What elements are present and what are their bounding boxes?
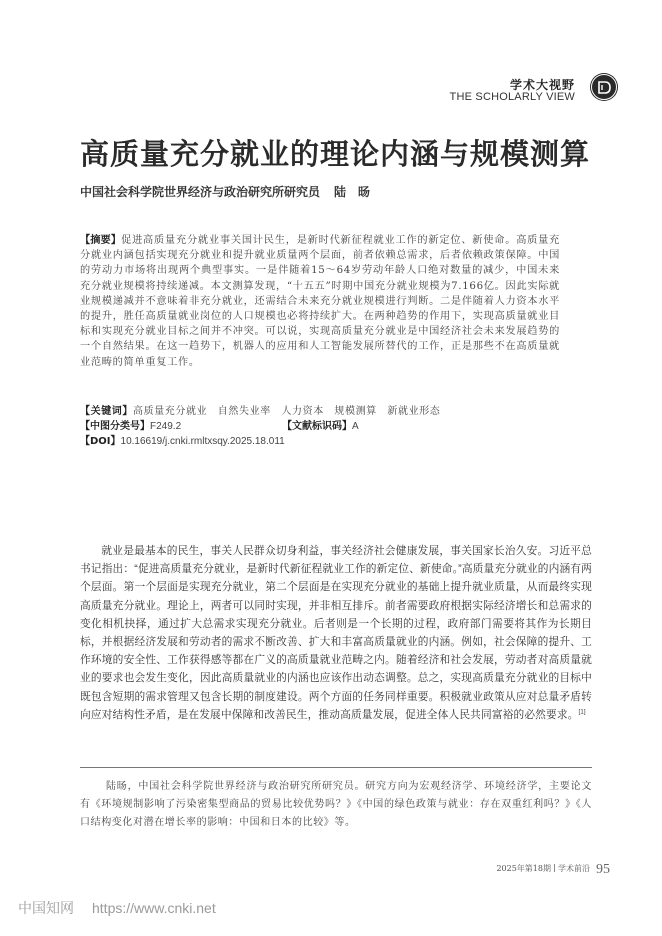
watermark-brand: 中国知网: [18, 900, 74, 916]
keywords-text: 高质量充分就业 自然失业率 人力资本 规模测算 新就业形态: [133, 406, 441, 417]
abstract-text: 促进高质量充分就业事关国计民生，是新时代新征程就业工作的新定位、新使命。高质量充分就业内涵包括实现充分就业和提升就业质量两个层面，前者依赖总需求，后者依赖政策保障。中国的劳动力市场将出现两个典型事实。一是伴随着15～64岁劳动年龄人口绝对数量的减少，中国未来充分就业规模将持续递减。本文测算发现，“十五五”时期中国充分就业规模为7.166亿。因此实际就业规模递减并不意味着非充分就业，还需结合未来充分就业规模进行判断。二是伴随着人力资本水平的提升，胜任高质量就业岗位的人口规模也必将持续扩大。在两种趋势的作用下，实现高质量就业目标和实现充分就业目标之间并不冲突。可以说，实现高质量充分就业是中国经济社会未来发展趋势的一个自然结果。在这一趋势下，机器人的应用和人工智能发展所替代的工作，正是那些不在高质量就业范畴的简单重复工作。: [80, 235, 561, 368]
doi-label: 【DOI】: [80, 436, 121, 447]
keywords-row: [80, 404, 560, 419]
column-name-zh: 学术大视野: [509, 78, 575, 92]
author-name: 陆 旸: [334, 185, 371, 199]
doc-code-row: [282, 419, 359, 434]
author-note: 陆旸，中国社会科学院世界经济与政治研究所研究员。研究方向为宏观经济学、环境经济学，主要论文有《环境规制影响了污染密集型商品的贸易比较优势吗？》《中国的绿色政策与就业：存在双重红利吗？》《人口结构变化对潜在增长率的影响：中国和日本的比较》等。: [80, 781, 592, 828]
page-number: 95: [596, 862, 610, 877]
doc-code-value: A: [352, 421, 359, 432]
footer-issue: 2025年第18期: [496, 864, 551, 873]
clc-value: F249.2: [150, 421, 182, 432]
abstract-label: 【摘要】: [80, 235, 122, 246]
page-footer: [496, 862, 610, 878]
abstract: [80, 233, 560, 370]
author-affiliation: 中国社会科学院世界经济与政治研究所研究员: [80, 185, 321, 199]
watermark-url[interactable]: https://www.cnki.net: [92, 900, 216, 916]
doi-row: [80, 434, 285, 449]
cnki-watermark: [18, 898, 216, 918]
footer-journal: 学术前沿: [558, 864, 590, 873]
article-title: 高质量充分就业的理论内涵与规模测算: [80, 137, 591, 171]
column-name-en: THE SCHOLARLY VIEW: [449, 91, 575, 103]
body-text: 就业是最基本的民生，事关人民群众切身利益，事关经济社会健康发展，事关国家长治久安。习近平总书记指出：“促进高质量充分就业，是新时代新征程就业工作的新定位、新使命。”高质量充分就业的内涵有两个层面。第一个层面是实现充分就业，第二个层面是在实现充分就业的基础上提升就业质量，从而最终实现高质量充分就业。理论上，两者可以同时实现，并非相互排斥。前者需要政府根据实际经济增长和总需求的变化相机抉择，通过扩大总需求实现充分就业。后者则是一个长期的过程，政府部门需要将其作为长期目标，并根据经济发展和劳动者的需求不断改善、扩大和丰富高质量就业的内涵。例如，社会保障的提升、工作环境的安全性、工作获得感等都在广义的高质量就业范畴之内。随着经济和社会发展，劳动者对高质量就业的要求也会发生变化，因此高质量就业的内涵也应该作出动态调整。总之，实现高质量充分就业的目标中既包含短期的需求管理又包含长期的制度建设。两个方面的任务同样重要。积极就业政策从应对总量矛盾转向应对结构性矛盾，是在发展中保障和改善民生，推动高质量发展，促进全体人民共同富裕的必然要求。: [80, 545, 592, 721]
author-line: [80, 183, 370, 200]
citation-ref[interactable]: [1]: [578, 709, 586, 716]
doi-value[interactable]: 10.16619/j.cnki.rmltxsqy.2025.18.011: [120, 436, 285, 447]
clc-row: [80, 419, 181, 434]
body-paragraph: [80, 542, 592, 724]
doc-code-label: 【文献标识码】: [282, 421, 352, 432]
clc-label: 【中图分类号】: [80, 421, 150, 432]
column-logo-icon: [590, 73, 618, 101]
keywords-label: 【关键词】: [80, 406, 133, 417]
footnote-divider: [80, 767, 592, 768]
footer-separator: [554, 864, 555, 872]
